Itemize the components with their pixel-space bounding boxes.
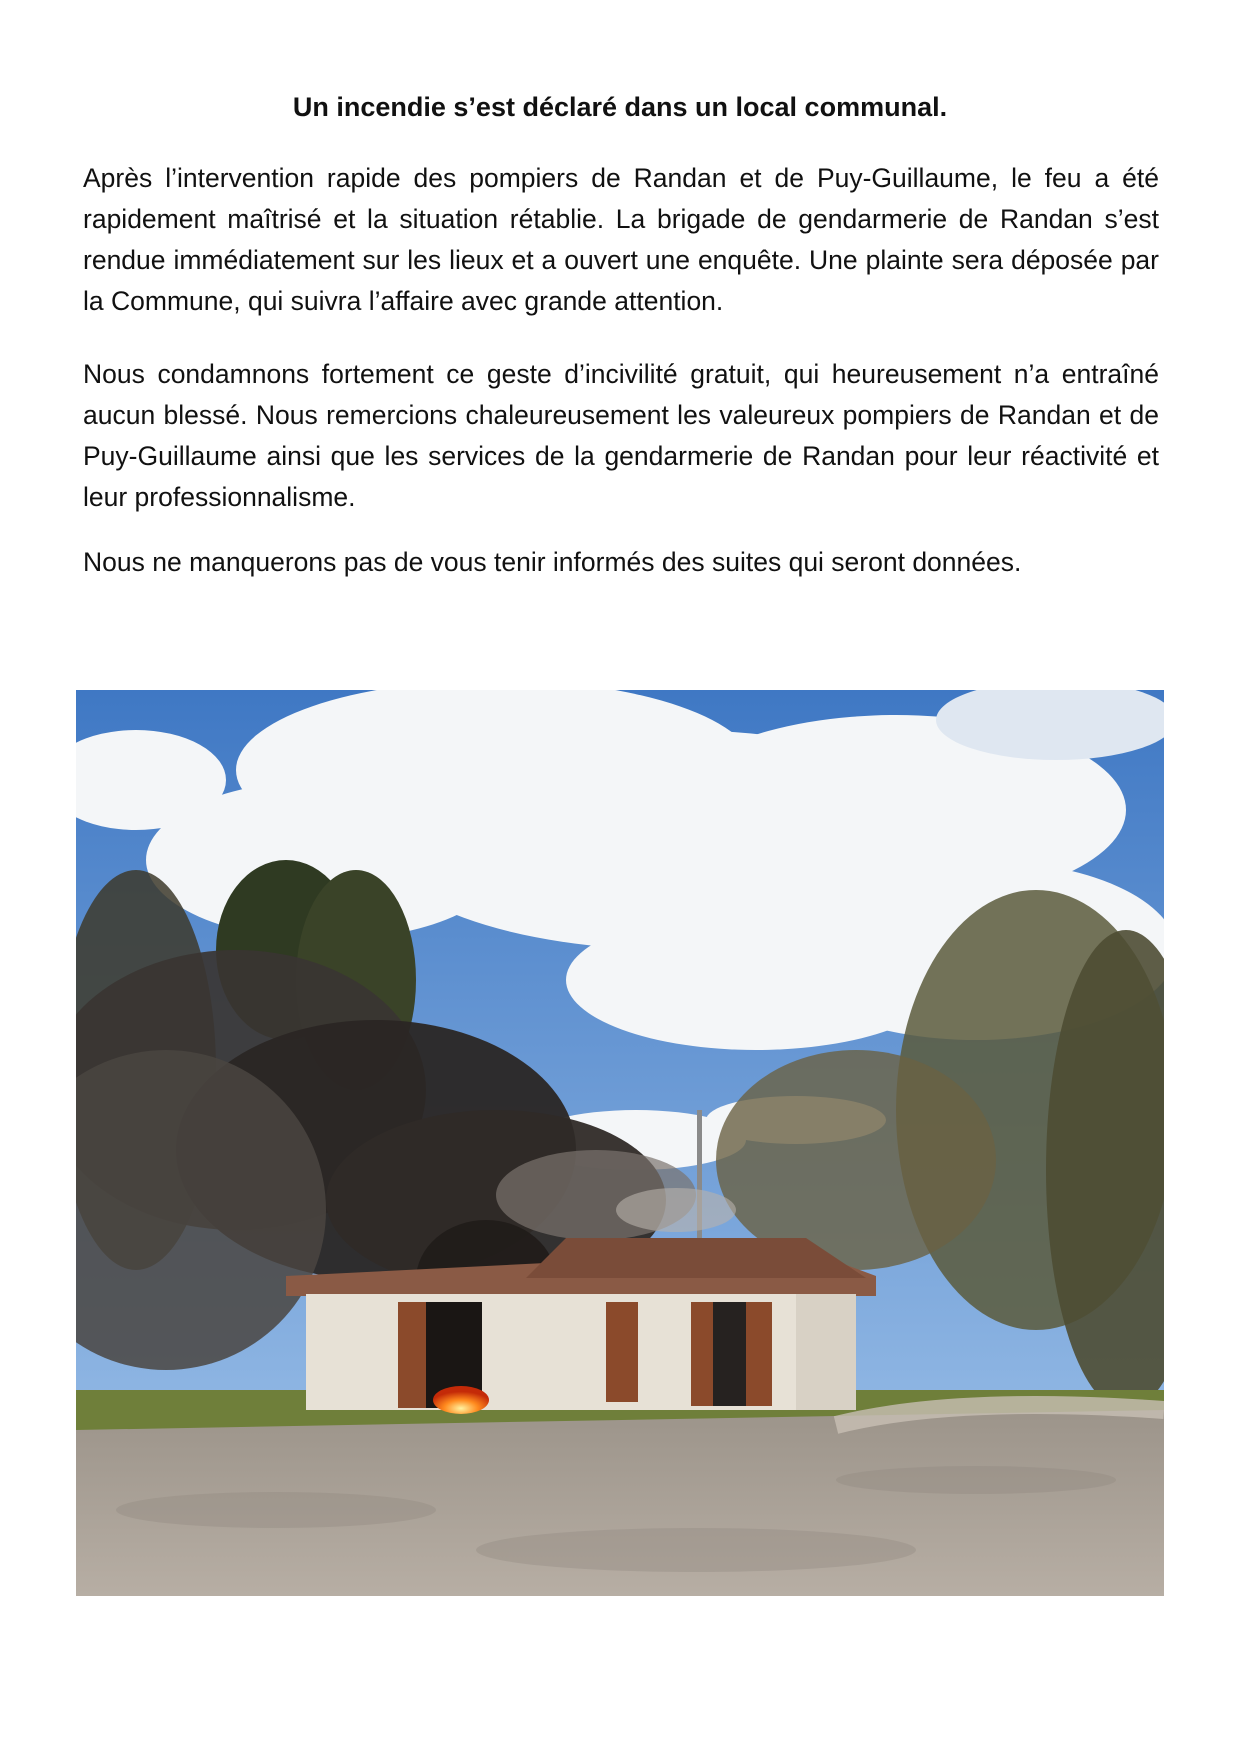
- fire-flames: [433, 1386, 489, 1414]
- document-title: Un incendie s’est déclaré dans un local communal.: [292, 92, 948, 122]
- paragraph-condemnation: Nous condamnons fortement ce geste d’incivilité gratuit, qui heureusement n’a entraîné aucun blessé. Nous remercions chaleureusement les valeureux pompiers de Randan et de Puy-Guillaume ainsi que les services de la gendarmerie de Randan pour leur réactivité et leur professionnalisme.: [83, 359, 1159, 512]
- fire-photo: [76, 690, 1164, 1596]
- paragraph-intervention: Après l’intervention rapide des pompiers de Randan et de Puy-Guillaume, le feu a été rapidement maîtrisé et la situation rétablie. La brigade de gendarmerie de Randan s’est rendue immédiatement sur les lieux et a ouvert une enquête. Une plainte sera déposée par la Commune, qui suivra l’affaire avec grande attention.: [83, 163, 1159, 316]
- light-pole: [697, 1110, 702, 1260]
- paragraph-followup: Nous ne manquerons pas de vous tenir informés des suites qui seront données.: [83, 547, 1022, 577]
- dark-doorway: [713, 1302, 746, 1406]
